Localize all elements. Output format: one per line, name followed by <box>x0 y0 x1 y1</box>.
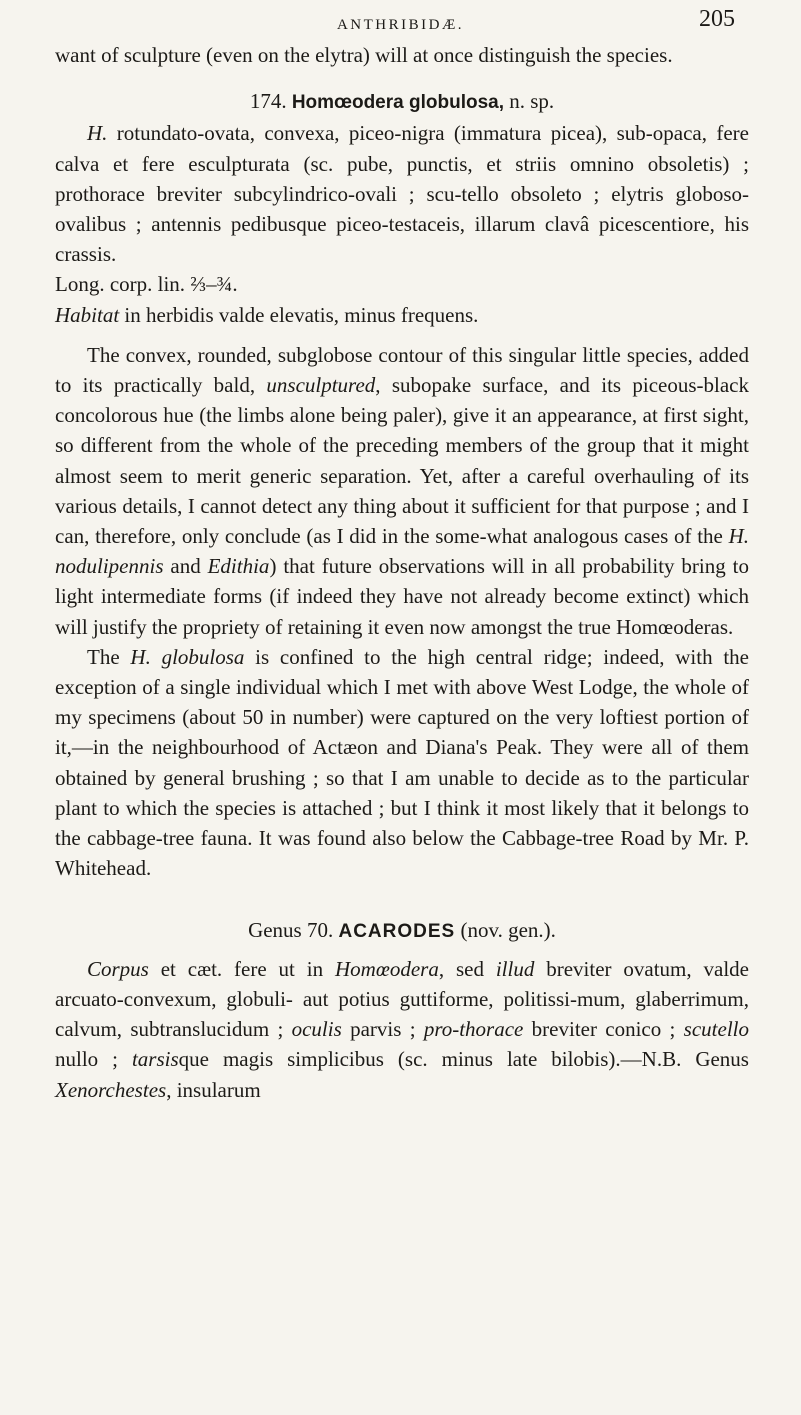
species-heading <box>55 86 749 118</box>
latin-description <box>55 118 749 269</box>
genus-description-italic-oculis: oculis <box>291 1017 342 1042</box>
paragraph-1-text-2: , subopake surface, and its piceous-black concolorous hue (the limbs alone being paler), give it an appearance, at first sight, so different from the whole of the preceding members of the group that it might almost seem to merit generic separation. Yet, after a careful overhauling of its various details, I cannot detect any thing about it sufficient for that purpose ; and I can, therefore, only conclude (as I did in the some-what analogous cases of the <box>55 373 749 549</box>
genus-name: ACARODES <box>338 921 456 943</box>
length-line <box>55 269 749 299</box>
page-header <box>0 0 801 40</box>
paragraph-1-text-1: The convex, rounded, subglobose contour of this singular little species, added to its practically bald, <box>55 342 749 398</box>
genus-description-italic-genus: Homœodera <box>334 956 439 981</box>
paragraph-2-italic-1: H. globulosa <box>130 644 245 669</box>
species-number: 174. <box>249 89 287 114</box>
running-head: ANTHRIBIDÆ. <box>336 17 465 33</box>
intro-text: want of sculpture (even on the elytra) will at once distinguish the species. <box>55 43 673 67</box>
paragraph-1-italic-3: Edithia <box>207 554 270 579</box>
genus-prefix: Genus 70. <box>248 918 334 943</box>
page-body <box>55 40 749 1105</box>
genus-description <box>55 954 749 1105</box>
genus-heading <box>55 915 749 947</box>
habitat-line <box>55 300 749 330</box>
species-suffix: n. sp. <box>509 89 555 114</box>
genus-description-text-2: , sed <box>438 956 496 981</box>
genus-description-italic-scutello: scutello <box>683 1017 749 1042</box>
latin-description-text: rotundato-ovata, convexa, piceo-nigra (immatura picea), sub-opaca, fere calva et fere esculpturata (sc. pube, punctis, et striis omnino obsoletis) ; prothorace breviter subcylindrico-ovali ; scu-tello obsoleto ; elytris globoso-ovalibus ; antennis pedibusque piceo-testaceis, illarum clavâ picescentiore, his crassis. <box>55 121 749 267</box>
genus-description-text-1: et cæt. fere ut in <box>148 956 335 981</box>
genus-description-italic-corpus: Corpus <box>87 956 149 981</box>
genus-description-text-6: nullo ; <box>55 1047 132 1072</box>
genus-description-italic-prothorace: pro-thorace <box>423 1017 524 1042</box>
genus-description-text-7: que magis simplicibus (sc. minus late bilobis).—N.B. Genus <box>178 1047 749 1072</box>
habitat-label: Habitat <box>55 302 120 327</box>
paragraph-1-text-4: ) that future observations will in all probability bring to light intermediate forms (if indeed they have not already become extinct) which will justify the propriety of retaining it even now amongst the true Homœoderas. <box>55 554 749 639</box>
paragraph-2-text-1: The <box>87 644 131 669</box>
genus-description-text-3: breviter ovatum, valde arcuato-convexum, globuli- aut potius guttiforme, politissi-mum, glaberrimum, calvum, subtranslucidum ; <box>55 956 749 1042</box>
paragraph-1-text-3: and <box>163 554 208 579</box>
genus-description-text-8: , insularum <box>166 1077 261 1102</box>
length-label: Long. corp. lin. <box>55 272 186 297</box>
paragraph-1-italic-1: unsculptured <box>266 373 376 398</box>
genus-description-text-4: parvis ; <box>341 1017 424 1042</box>
genus-description-italic-xenorchestes: Xenorchestes <box>55 1077 167 1102</box>
paragraph-contour <box>55 340 749 642</box>
page-number: 205 <box>699 6 735 32</box>
paragraph-distribution <box>55 642 749 884</box>
length-values: ⅔–¾. <box>190 272 238 297</box>
genus-description-italic-illud: illud <box>495 956 535 981</box>
genus-abbreviation: H. <box>87 121 108 146</box>
paragraph-1-italic-2: H. nodulipennis <box>55 524 749 579</box>
paragraph-2-text-2: is confined to the high central ridge; indeed, with the exception of a single individual which I met with above West Lodge, the whole of my specimens (about 50 in number) were captured on the very loftiest portion of it,—in the neighbourhood of Actæon and Diana's Peak. They were all of them obtained by general brushing ; so that I am unable to decide as to the particular plant to which the species is attached ; but I think it most likely that it belongs to the cabbage-tree fauna. It was found also below the Cabbage-tree Road by Mr. P. Whitehead. <box>55 644 750 881</box>
habitat-text: in herbidis valde elevatis, minus frequens. <box>119 302 479 327</box>
species-name: Homœodera globulosa, <box>291 92 504 114</box>
genus-description-text-5: breviter conico ; <box>523 1017 684 1042</box>
genus-suffix: (nov. gen.). <box>460 918 556 943</box>
genus-description-italic-tarsis: tarsis <box>131 1047 179 1072</box>
